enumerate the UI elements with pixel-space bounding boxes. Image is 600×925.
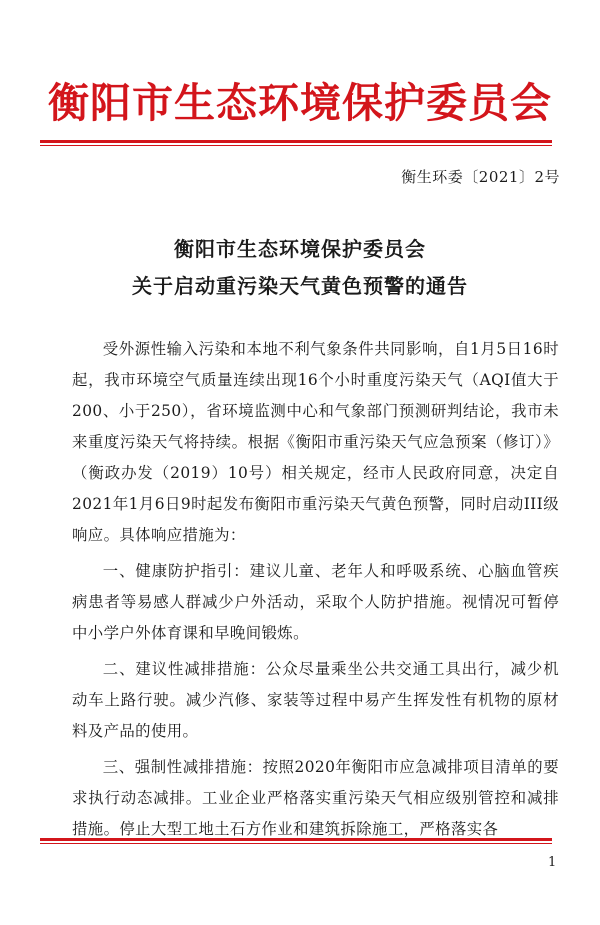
footer-red-rule [40,838,552,841]
notice-title-line-1: 衡阳市生态环境保护委员会 [174,237,426,261]
masthead-org-name: 衡阳市生态环境保护委员会 [48,79,552,127]
masthead-red-rule-thin [40,145,552,146]
notice-title-line-2: 关于启动重污染天气黄色预警的通告 [132,274,468,298]
body-paragraph-intro: 受外源性输入污染和本地不利气象条件共同影响，自1月5日16时起，我市环境空气质量连续出现16个小时重度污染天气（AQI值大于200、小于250），省环境监测中心和气象部门预测研判结论，我市未来重度污染天气将持续。根据《衡阳市重污染天气应急预案（修订）》（衡政办发（2019）10号）相关规定，经市人民政府同意，决定自2021年1月6日9时起发布衡阳市重污染天气黄色预警，同时启动III级响应。具体响应措施为： [72,340,559,544]
body-paragraph-mandatory-measures: 三、强制性减排措施：按照2020年衡阳市应急减排项目清单的要求执行动态减排。工业企业严格落实重污染天气相应级别管控和减排措施。停止大型工地土石方作业和建筑拆除施工，严格落实各 [72,758,559,838]
body-paragraph-advisory-measures: 二、建议性减排措施：公众尽量乘坐公共交通工具出行，减少机动车上路行驶。减少汽修、家装等过程中易产生挥发性有机物的原材料及产品的使用。 [72,660,559,740]
page-number: 1 [548,855,557,870]
masthead-red-rule [40,140,552,143]
body-paragraph-health-guidance: 一、健康防护指引：建议儿童、老年人和呼吸系统、心脑血管疾病患者等易感人群减少户外活动，采取个人防护措施。视情况可暂停中小学户外体育课和早晚间锻炼。 [72,562,559,642]
footer-red-rule-thin [40,843,552,844]
document-number: 衡生环委〔2021〕2号 [401,168,560,186]
notice-body [72,334,559,850]
